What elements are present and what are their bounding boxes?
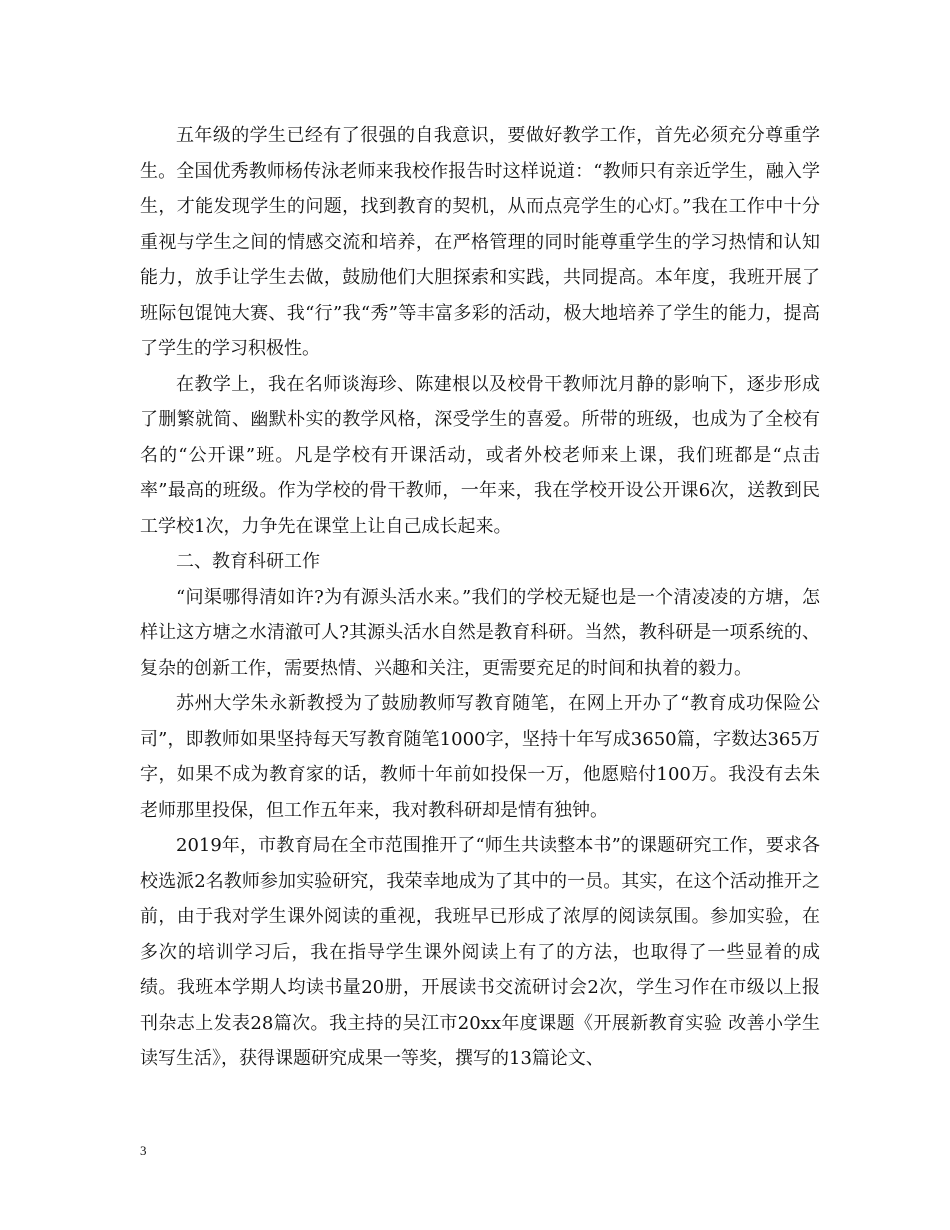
document-body bbox=[140, 118, 820, 1077]
paragraph-reading-project: 2019年，市教育局在全市范围推开了“师生共读整本书”的课题研究工作，要求各校选派2名教师参加实验研究，我荣幸地成为了其中的一员。其实，在这个活动推开之前，由于我对学生课外阅读的重视，我班早已形成了浓厚的阅读氛围。参加实验，在多次的培训学习后，我在指导学生课外阅读上有了的方法，也取得了一些显着的成绩。我班本学期人均读书量20册，开展读书交流研讨会2次，学生习作在市级以上报刊杂志上发表28篇次。我主持的吴江市20xx年度课题《开展新教育实验 改善小学生读写生活》，获得课题研究成果一等奖，撰写的13篇论文、 bbox=[140, 835, 820, 1069]
paragraph-student-respect: 五年级的学生已经有了很强的自我意识，要做好教学工作，首先必须充分尊重学生。全国优秀教师杨传泳老师来我校作报告时这样说道：“教师只有亲近学生，融入学生，才能发现学生的问题，找到教育的契机，从而点亮学生的心灯。”我在工作中十分重视与学生之间的情感交流和培养，在严格管理的同时能尊重学生的学习热情和认知能力，放手让学生去做，鼓励他们大胆探索和实践，共同提高。本年度，我班开展了班际包馄饨大赛、我“行”我“秀”等丰富多彩的活动，极大地培养了学生的能力，提高了学生的学习积极性。 bbox=[140, 125, 820, 359]
page-number: 3 bbox=[140, 1143, 147, 1158]
paragraph-teaching-style: 在教学上，我在名师谈海珍、陈建根以及校骨干教师沈月静的影响下，逐步形成了删繁就简、幽默朴实的教学风格，深受学生的喜爱。所带的班级，也成为了全校有名的“公开课”班。凡是学校有开课活动，或者外校老师来上课，我们班都是“点击率”最高的班级。作为学校的骨干教师，一年来，我在学校开设公开课6次，送教到民工学校1次，力争先在课堂上让自己成长起来。 bbox=[140, 373, 820, 537]
paragraph-research-intro: “问渠哪得清如许?为有源头活水来。”我们的学校无疑也是一个清凌凌的方塘，怎样让这方塘之水清澈可人?其源头活水自然是教育科研。当然，教科研是一项系统的、复杂的创新工作，需要热情、兴趣和关注，更需要充足的时间和执着的毅力。 bbox=[140, 586, 820, 679]
section-heading-research: 二、教育科研工作 bbox=[176, 551, 320, 572]
paragraph-essay-insurance: 苏州大学朱永新教授为了鼓励教师写教育随笔，在网上开办了“教育成功保险公司”，即教师如果坚持每天写教育随笔1000字，坚持十年写成3650篇，字数达365万字，如果不成为教育家的话，教师十年前如投保一万，他愿赔付100万。我没有去朱老师那里投保，但工作五年来，我对教科研却是情有独钟。 bbox=[140, 693, 820, 821]
